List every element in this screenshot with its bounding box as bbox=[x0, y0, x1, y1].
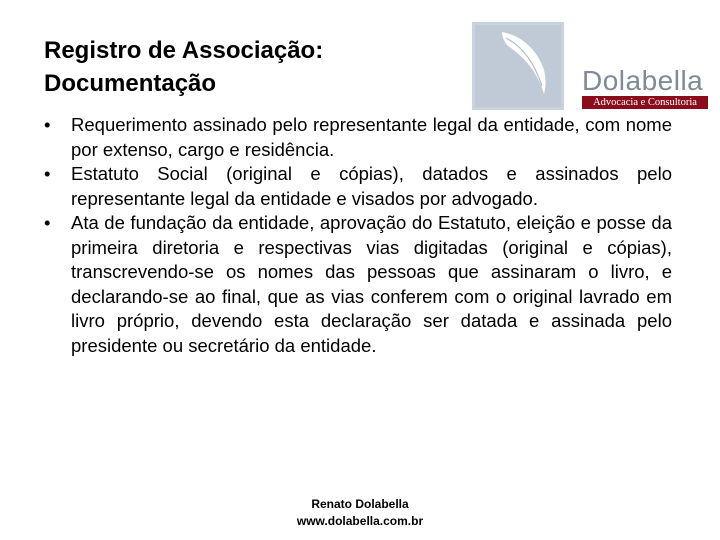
dolabella-logo bbox=[472, 22, 712, 112]
slide-title bbox=[44, 34, 444, 100]
bullet-text: Ata de fundação da entidade, aprovação do Estatuto, eleição e posse da primeira diretoria e respectivas vias digitadas (original e cópias), transcrevendo-se os nomes das pessoas que assinaram o livro, e declarando-se ao final, que as vias conferem com o original lavrado em livro próprio, devendo esta declaração ser datada e assinada pelo presidente ou secretário da entidade. bbox=[71, 212, 672, 356]
bullet-list bbox=[44, 113, 672, 358]
bullet-text: Estatuto Social (original e cópias), datados e assinados pelo representante legal da entidade e visados por advogado. bbox=[71, 163, 672, 209]
bullet-text: Requerimento assinado pelo representante legal da entidade, com nome por extenso, cargo e residência. bbox=[71, 114, 672, 160]
logo-name: Dolabella bbox=[582, 65, 704, 96]
bullet-icon: • bbox=[44, 114, 51, 135]
logo-tagline: Advocacia e Consultoria bbox=[582, 96, 708, 109]
list-item bbox=[44, 162, 672, 211]
list-item bbox=[44, 211, 672, 358]
footer-author: Renato Dolabella bbox=[311, 497, 409, 511]
bullet-icon: • bbox=[44, 163, 51, 184]
footer-website: www.dolabella.com.br bbox=[296, 514, 424, 528]
quill-icon bbox=[472, 22, 564, 110]
list-item bbox=[44, 113, 672, 162]
bullet-icon: • bbox=[44, 212, 51, 233]
slide-title-line-2: Documentação bbox=[44, 70, 217, 97]
footer bbox=[0, 496, 720, 530]
slide-title-line-1: Registro de Associação: bbox=[44, 37, 324, 64]
